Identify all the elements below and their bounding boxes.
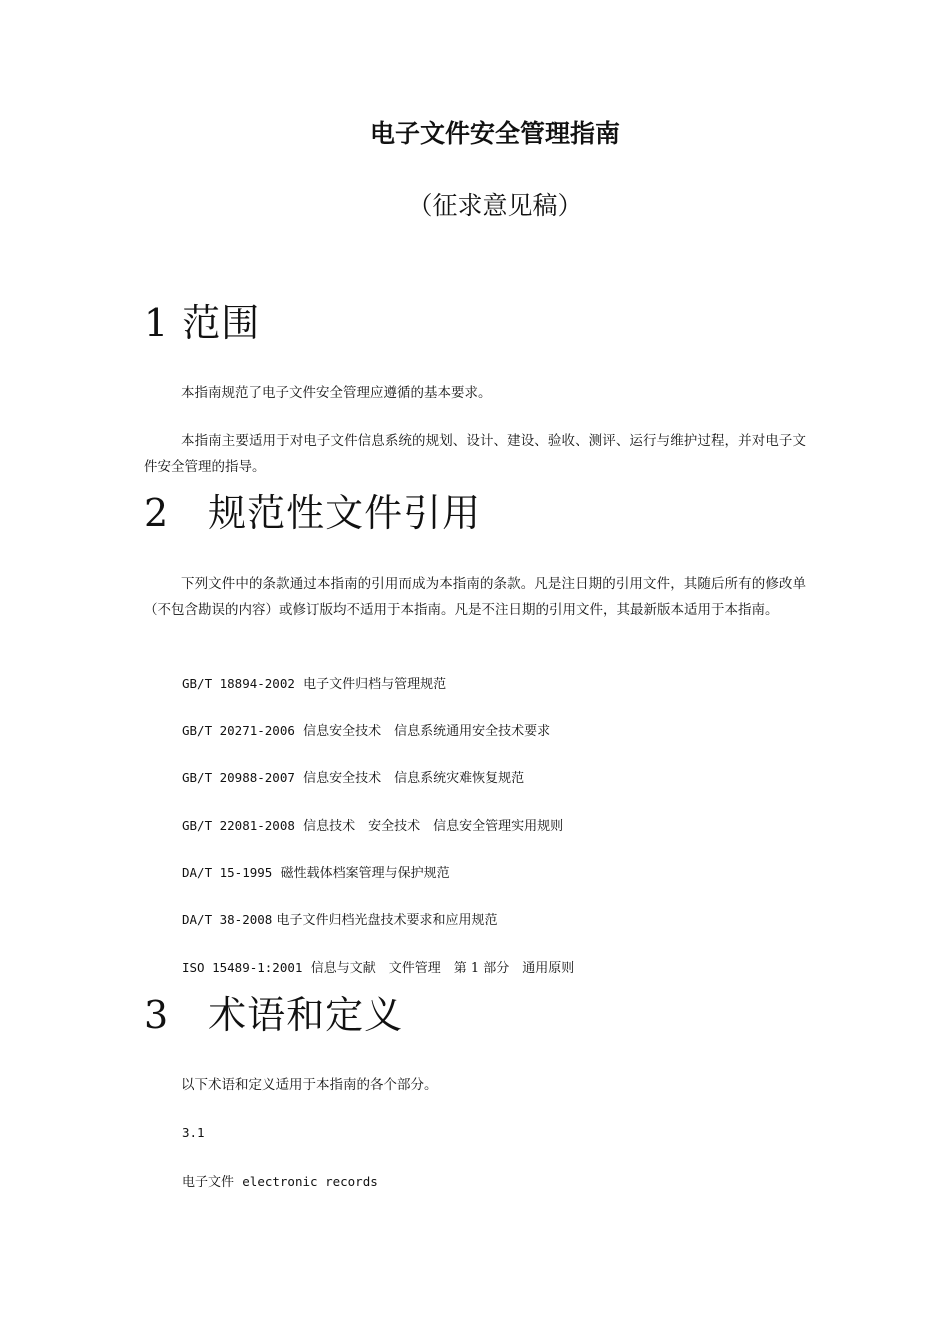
terms-intro-paragraph: 以下术语和定义适用于本指南的各个部分。	[181, 1077, 438, 1093]
section-heading-normative-references: 2 规范性文件引用	[144, 491, 482, 535]
section-heading-terms-definitions: 3 术语和定义	[144, 993, 404, 1037]
term-english: electronic records	[242, 1174, 378, 1189]
term-chinese: 电子文件	[182, 1175, 235, 1190]
reference-item	[182, 673, 446, 692]
reference-code: GB/T 22081-2008	[182, 818, 295, 833]
reference-item	[182, 767, 524, 786]
reference-item	[182, 862, 450, 881]
reference-title: 信息安全技术 信息系统灾难恢复规范	[303, 771, 525, 786]
reference-title: 信息与文献 文件管理 第 1 部分 通用原则	[310, 961, 575, 976]
document-title: 电子文件安全管理指南	[369, 119, 620, 148]
reference-code: ISO 15489-1:2001	[182, 960, 303, 975]
term-entry	[182, 1171, 378, 1190]
section-heading-scope: 1 范围	[144, 301, 261, 345]
reference-code: GB/T 18894-2002	[182, 676, 295, 691]
reference-title: 信息安全技术 信息系统通用安全技术要求	[303, 724, 551, 739]
reference-item	[182, 720, 550, 739]
reference-title: 电子文件归档与管理规范	[303, 677, 447, 692]
reference-code: DA/T 15-1995	[182, 865, 273, 880]
reference-code: GB/T 20988-2007	[182, 770, 295, 785]
document-subtitle: （征求意见稿）	[407, 191, 583, 220]
reference-item	[182, 909, 497, 928]
reference-title: 磁性载体档案管理与保护规范	[280, 866, 450, 881]
reference-code: DA/T 38-2008	[182, 912, 273, 927]
reference-item	[182, 957, 574, 976]
scope-paragraph-2: 本指南主要适用于对电子文件信息系统的规划、设计、建设、验收、测评、运行与维护过程，并对电子文件安全管理的指导。	[144, 433, 806, 475]
references-intro-paragraph: 下列文件中的条款通过本指南的引用而成为本指南的条款。凡是注日期的引用文件，其随后所有的修改单（不包含勘误的内容）或修订版均不适用于本指南。凡是不注日期的引用文件，其最新版本适用于本指南。	[144, 576, 806, 618]
term-number: 3.1	[182, 1125, 205, 1140]
reference-code: GB/T 20271-2006	[182, 723, 295, 738]
scope-paragraph-1: 本指南规范了电子文件安全管理应遵循的基本要求。	[181, 385, 492, 401]
reference-title: 电子文件归档光盘技术要求和应用规范	[276, 913, 498, 928]
reference-item	[182, 815, 563, 834]
reference-title: 信息技术 安全技术 信息安全管理实用规则	[303, 819, 564, 834]
